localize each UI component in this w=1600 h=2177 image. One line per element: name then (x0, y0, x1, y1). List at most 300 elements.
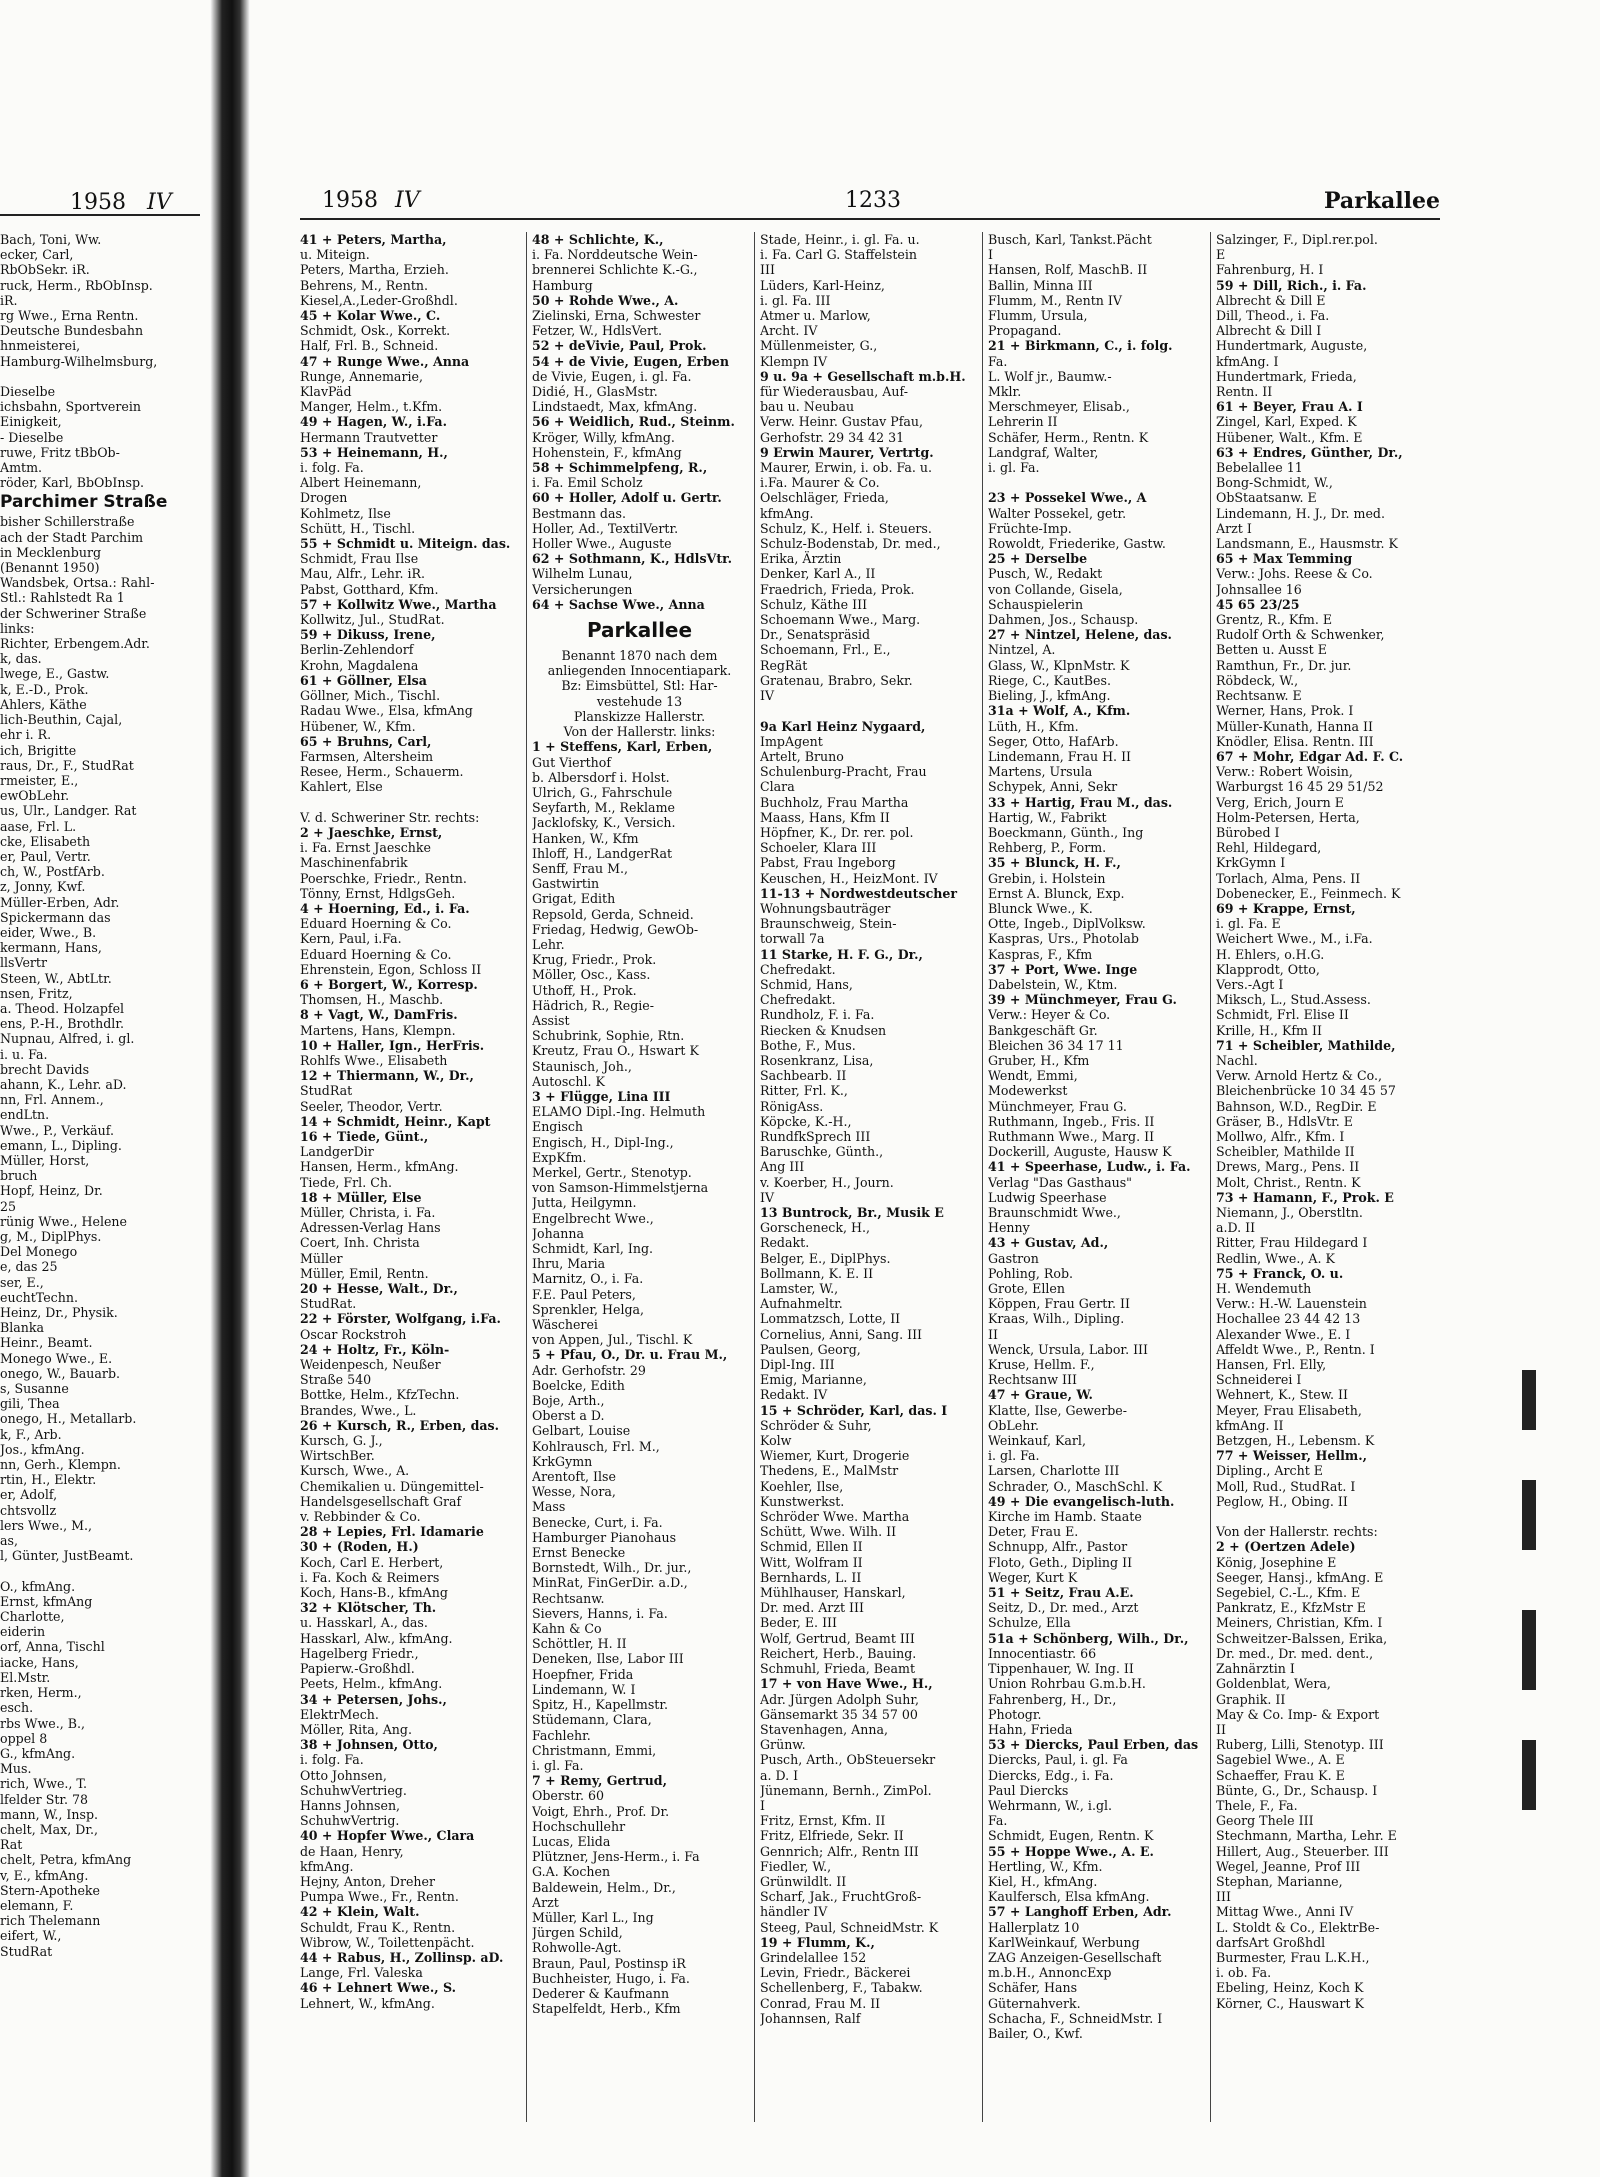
directory-line: Verw. Arnold Hertz & Co., (1216, 1068, 1382, 1084)
directory-line: Adr. Gerhofstr. 29 (532, 1362, 646, 1378)
directory-line: e, das 25 (0, 1259, 58, 1275)
directory-line: (Benannt 1950) (0, 560, 100, 576)
directory-line: a.D. II (1216, 1220, 1256, 1236)
directory-line: Klapprodt, Otto, (1216, 961, 1320, 977)
directory-line: chelt, Max, Dr., (0, 1821, 98, 1837)
directory-line: - Dieselbe (0, 429, 64, 445)
directory-line: 42 + Klein, Walt. (300, 1904, 420, 1920)
directory-line: 18 + Müller, Else (300, 1189, 422, 1205)
directory-line: Seeger, Hansj., kfmAng. E (1216, 1569, 1384, 1585)
directory-line: 51a + Schönberg, Wilh., Dr., (988, 1630, 1189, 1646)
directory-line: cke, Elisabeth (0, 833, 91, 849)
directory-line: Ruberg, Lilli, Stenotyp. III (1216, 1737, 1384, 1753)
directory-line: Charlotte, (0, 1609, 65, 1625)
directory-line: i. Fa. Ernst Jaeschke (300, 840, 432, 856)
directory-line: u. Hasskarl, A., das. (300, 1615, 428, 1631)
directory-line: III (760, 262, 775, 278)
directory-line: a. D. I (760, 1767, 799, 1783)
directory-line: Holler, Ad., TextilVertr. (532, 520, 679, 536)
directory-line: Einigkeit, (0, 414, 62, 430)
directory-line: Martens, Hans, Klempn. (300, 1022, 456, 1038)
directory-line: brecht Davids (0, 1061, 90, 1077)
directory-line: Engelbrecht Wwe., (532, 1210, 654, 1226)
column-divider (982, 232, 983, 2122)
directory-line: Goldenblat, Wera, (1216, 1676, 1331, 1692)
directory-line: Kaspras, F., Kfm (988, 946, 1093, 962)
directory-line: RundfkSprech III (760, 1128, 871, 1144)
directory-line: ser, E., (0, 1274, 44, 1290)
directory-line: Gastron (988, 1250, 1039, 1266)
directory-line: Schmuhl, Frieda, Beamt (760, 1661, 916, 1677)
directory-line: Pusch, W., Redakt (988, 566, 1103, 582)
directory-line: Spickermann das (0, 909, 111, 925)
directory-line: 7 + Remy, Gertrud, (532, 1773, 667, 1789)
directory-line: Bahnson, W.D., RegDir. E (1216, 1098, 1377, 1114)
directory-line (300, 795, 515, 810)
directory-line: Drogen (300, 490, 348, 506)
directory-line: Kohlrausch, Frl. M., (532, 1438, 660, 1454)
directory-line: ImpAgent (760, 733, 823, 749)
street-intro (532, 648, 747, 739)
directory-line: Heinr., Beamt. (0, 1335, 93, 1351)
directory-line: Schulenburg-Pracht, Frau (760, 764, 927, 780)
directory-line: Bz: Eimsbüttel, Stl: Har- (561, 678, 718, 694)
directory-line: Braunschmidt Wwe., (988, 1205, 1121, 1220)
directory-line: Stephan, Marianne, (1216, 1873, 1343, 1889)
directory-line: Cornelius, Anni, Sang. III (760, 1326, 923, 1342)
book-gutter (210, 0, 250, 2177)
directory-line: Kahlert, Else (300, 779, 383, 795)
directory-line: Ulrich, G., Fahrschule (532, 784, 673, 800)
directory-line: MinRat, FinGerDir. a.D., (532, 1575, 688, 1591)
directory-line: Grünw. (760, 1737, 806, 1753)
directory-line: Hübener, W., Kfm. (300, 718, 416, 734)
directory-line: Archt. IV (760, 323, 818, 339)
directory-line: Betten u. Ausst E (1216, 642, 1327, 658)
directory-line: Dockerill, Auguste, Hausw K (988, 1144, 1172, 1160)
directory-line: ELAMO Dipl.-Ing. Helmuth (532, 1104, 706, 1120)
directory-line: Schnupp, Alfr., Pastor (988, 1539, 1128, 1555)
directory-line: Knödler, Elisa. Rentn. III (1216, 733, 1374, 749)
directory-line: emann, L., Dipling. (0, 1137, 122, 1153)
directory-line: rbs Wwe., B., (0, 1715, 85, 1731)
directory-line: 5 + Pfau, O., Dr. u. Frau M., (532, 1347, 728, 1363)
directory-line: Koch, Carl E. Herbert, (300, 1554, 444, 1570)
directory-line: Reichert, Herb., Bauing. (760, 1645, 917, 1661)
left-page (0, 170, 200, 2160)
directory-line: Paul Diercks (988, 1782, 1069, 1798)
directory-line: Atmer u. Marlow, (760, 308, 871, 324)
directory-line: Bornstedt, Wilh., Dr. jur., (532, 1560, 692, 1576)
directory-line: Hansen, Rolf, MaschB. II (988, 262, 1148, 278)
directory-line: 64 + Sachse Wwe., Anna (532, 596, 705, 612)
directory-line: i. Fa. Koch & Reimers (300, 1569, 440, 1585)
directory-line: i. ob. Fa. (1216, 1965, 1272, 1981)
directory-line: Beder, E. III (760, 1615, 837, 1631)
directory-line: Redlin, Wwe., A. K (1216, 1250, 1335, 1266)
directory-line: Tiede, Frl. Ch. (300, 1174, 392, 1190)
directory-line: Fritz, Ernst, Kfm. II (760, 1813, 886, 1829)
directory-line: Jünemann, Bernh., ZimPol. (760, 1782, 932, 1798)
directory-line: 39 + Münchmeyer, Frau G. (988, 992, 1177, 1008)
directory-line: Johanna (532, 1225, 584, 1241)
directory-line (760, 703, 975, 718)
directory-line: 73 + Hamann, F., Prok. E (1216, 1189, 1394, 1205)
directory-line: nn, Gerh., Klempn. (0, 1457, 121, 1473)
directory-line: Amtm. (0, 460, 43, 476)
directory-line: Ernst Benecke (532, 1545, 626, 1561)
directory-line: Fahrenburg, H. I (1216, 262, 1324, 278)
directory-line: Maurer, Erwin, i. ob. Fa. u. (760, 460, 932, 476)
directory-line: KrkGymn I (1216, 855, 1286, 871)
directory-line: Schulz, K., Helf. i. Steuers. (760, 520, 932, 536)
directory-line: Tippenhauer, W. Ing. II (988, 1661, 1134, 1677)
directory-line: kfmAng. I (1216, 353, 1279, 369)
directory-line: Schypek, Anni, Sekr (988, 779, 1118, 795)
directory-line: Baldewein, Helm., Dr., (532, 1879, 676, 1895)
directory-line: Von der Hallerstr. rechts: (1216, 1524, 1378, 1540)
directory-line: Keuschen, H., HeizMont. IV (760, 870, 938, 886)
directory-line: Bleichen 36 34 17 11 (988, 1037, 1124, 1053)
directory-line: Rohwolle-Agt. (532, 1940, 622, 1956)
directory-line: lich-Beuthin, Cajal, (0, 712, 123, 728)
directory-line: i. u. Fa. (0, 1046, 48, 1062)
directory-line: 10 + Haller, Ign., HerFris. (300, 1037, 485, 1053)
directory-line: Hahn, Frieda (988, 1721, 1073, 1737)
directory-line: Schulze, Ella (988, 1615, 1071, 1631)
left-page-year: 1958 (70, 190, 126, 215)
directory-line: esch. (0, 1700, 34, 1716)
directory-line: Artelt, Bruno (760, 748, 844, 764)
directory-line: SchuhwVertrig. (300, 1813, 400, 1829)
directory-line: 27 + Nintzel, Helene, das. (988, 627, 1172, 643)
directory-line: Fiedler, W., (760, 1858, 832, 1874)
directory-line: Adr. Jürgen Adolph Suhr, (760, 1691, 920, 1707)
directory-line: V. d. Schweriner Str. rechts: (300, 809, 480, 825)
directory-line: Rentn. II (1216, 384, 1273, 400)
directory-line: Thele, F., Fa. (1216, 1797, 1298, 1813)
directory-line: Monego Wwe., E. (0, 1350, 113, 1366)
directory-line: IV (760, 1189, 775, 1205)
directory-line: Planskizze Hallerstr. (573, 708, 706, 724)
directory-line: 51 + Seitz, Frau A.E. (988, 1585, 1134, 1601)
directory-line: 71 + Scheibler, Mathilde, (1216, 1037, 1396, 1053)
column-2-top (532, 232, 747, 612)
directory-line: Hochschullehr (532, 1818, 626, 1834)
directory-line: Ruthmann Wwe., Marg. II (988, 1128, 1155, 1144)
directory-line: ZAG Anzeigen-Gesellschaft (988, 1949, 1162, 1965)
directory-line: rich, Wwe., T. (0, 1776, 87, 1792)
directory-line: May & Co. Imp- & Export (1216, 1706, 1380, 1722)
directory-line: ewObLehr. (0, 788, 70, 804)
directory-line: Lüders, Karl-Heinz, (760, 277, 885, 293)
directory-line: Müller-Kunath, Hanna II (1216, 718, 1374, 734)
directory-line: 9a Karl Heinz Nygaard, (760, 718, 926, 734)
directory-line: Maass, Hans, Kfm II (760, 809, 890, 825)
directory-line: Chefredakt. (760, 992, 836, 1008)
volume-text: IV (395, 188, 420, 213)
directory-line: Schweitzer-Balssen, Erika, (1216, 1630, 1388, 1646)
directory-line: Früchte-Imp. (988, 520, 1072, 536)
directory-line: 65 + Max Temming (1216, 551, 1353, 567)
directory-line: kfmAng. II (1216, 1417, 1284, 1433)
directory-line: L. Wolf jr., Baumw.- (988, 368, 1112, 384)
directory-line: ruwe, Fritz tBbOb- (0, 444, 120, 460)
directory-line: Vers.-Agt I (1216, 976, 1284, 992)
directory-line: Lüth, H., Kfm. (988, 718, 1079, 734)
directory-line: 20 + Hesse, Walt., Dr., (300, 1281, 458, 1297)
directory-line: Pankratz, E., KfzMstr E (1216, 1600, 1366, 1616)
directory-line: rünig Wwe., Helene (0, 1213, 128, 1229)
directory-line: Krille, H., Kfm II (1216, 1022, 1322, 1038)
directory-line: Verw.: Heyer & Co. (988, 1007, 1111, 1023)
directory-line: Jacklofsky, K., Versich. (532, 815, 676, 831)
directory-line: Stl.: Rahlstedt Ra 1 (0, 590, 125, 606)
directory-line: I (760, 1797, 765, 1813)
directory-line: Radau Wwe., Elsa, kfmAng (300, 703, 473, 719)
directory-line: Bestmann das. (532, 505, 626, 521)
directory-line: Kunstwerkst. (760, 1493, 845, 1509)
directory-line: Rowoldt, Friederike, Gastw. (988, 536, 1166, 552)
directory-line: Bottke, Helm., KfzTechn. (300, 1387, 460, 1403)
directory-line: Benannt 1870 nach dem (561, 648, 718, 664)
directory-line: nsen, Fritz, (0, 985, 73, 1001)
directory-line: Grentz, R., Kfm. E (1216, 612, 1333, 628)
directory-line: k, F., Arb. (0, 1426, 62, 1442)
directory-line: Ludwig Speerhase (988, 1189, 1107, 1205)
directory-line: Gennrich; Alfr., Rentn III (760, 1843, 919, 1859)
directory-line: ach der Stadt Parchim (0, 529, 144, 545)
directory-line: Baruschke, Günth., (760, 1144, 884, 1160)
directory-line: i. gl. Fa. III (760, 292, 831, 308)
directory-line: orf, Anna, Tischl (0, 1639, 105, 1655)
directory-line: 53 + Heinemann, H., (300, 444, 448, 460)
directory-line: Werner, Hans, Prok. I (1216, 703, 1354, 719)
directory-line: Papierw.-Großhdl. (300, 1661, 415, 1677)
directory-line: L. Stoldt & Co., ElektrBe- (1216, 1919, 1380, 1935)
directory-line: Fritz, Elfriede, Sekr. II (760, 1828, 904, 1844)
directory-line: Hohenstein, F., kfmAng (532, 444, 682, 460)
directory-line: Hundertmark, Auguste, (1216, 338, 1368, 354)
directory-line: der Schweriner Straße (0, 605, 147, 621)
directory-line: KlavPäd (300, 384, 352, 400)
directory-line: 41 + Peters, Martha, (300, 232, 447, 247)
directory-line: Behrens, M., Rentn. (300, 277, 428, 293)
directory-line: Hamburger Pianohaus (532, 1529, 677, 1545)
directory-line: Merkel, Gertr., Stenotyp. (532, 1164, 692, 1180)
directory-line: Albrecht & Dill I (1216, 323, 1322, 339)
directory-line: s, Susanne (0, 1381, 69, 1397)
directory-line: Mühlhauser, Hanskarl, (760, 1585, 906, 1601)
directory-line: Handelsgesellschaft Graf (300, 1493, 462, 1509)
directory-line: Grebin, i. Holstein (988, 870, 1106, 886)
directory-line: Stern-Apotheke (0, 1882, 100, 1898)
directory-line: nn, Frl. Annem., (0, 1092, 104, 1108)
directory-line: Von der Hallerstr. links: (563, 724, 716, 740)
directory-line: Höpfner, K., Dr. rer. pol. (760, 824, 914, 840)
directory-line: Verw. Heinr. Gustav Pfau, (760, 414, 923, 430)
directory-line: Bollmann, K. E. II (760, 1265, 874, 1281)
directory-line: k, E.-D., Prok. (0, 681, 89, 697)
directory-line: ichsbahn, Sportverein (0, 399, 141, 415)
directory-line: Conrad, Frau M. II (760, 1995, 881, 2011)
directory-line: Dabelstein, W., Ktm. (988, 976, 1118, 992)
year-text: 1958 (322, 188, 378, 213)
directory-line: 56 + Weidlich, Rud., Steinm. (532, 414, 735, 430)
directory-line: Torlach, Alma, Pens. II (1216, 870, 1361, 886)
directory-line: rtin, H., Elektr. (0, 1472, 97, 1488)
directory-line: Fahrenberg, H., Dr., (988, 1691, 1117, 1707)
directory-line: Verw.: Johs. Reese & Co. (1216, 566, 1373, 582)
street-title: Parkallee (1323, 188, 1440, 214)
directory-line: Nachl. (1216, 1052, 1258, 1068)
directory-line: 57 + Langhoff Erben, Adr. (988, 1904, 1172, 1920)
directory-line: u. Miteign. (300, 247, 370, 263)
directory-line: Mus. (0, 1761, 32, 1777)
directory-line: Bong-Schmidt, W., (1216, 475, 1333, 491)
directory-line: 52 + deVivie, Paul, Prok. (532, 338, 707, 354)
directory-line: Schöttler, H. II (532, 1636, 627, 1652)
directory-line: Albrecht & Dill E (1216, 292, 1326, 308)
directory-line: Redakt. IV (760, 1387, 828, 1403)
directory-line: iacke, Hans, (0, 1654, 79, 1670)
directory-line: 77 + Weisser, Hellm., (1216, 1448, 1368, 1464)
directory-line: Dobenecker, E., Feinmech. K (1216, 885, 1401, 901)
directory-line: Schrader, O., MaschSchl. K (988, 1478, 1163, 1494)
left-lines-bottom (0, 514, 200, 1958)
directory-line: Lindemann, H. J., Dr. med. (1216, 505, 1385, 521)
directory-line: Larsen, Charlotte III (988, 1463, 1120, 1479)
directory-line: Jürgen Schild, (532, 1925, 623, 1941)
directory-line: Mau, Alfr., Lehr. iR. (300, 566, 426, 582)
directory-line: Kreutz, Frau O., Hswart K (532, 1043, 699, 1059)
directory-line: F.E. Paul Peters, (532, 1286, 636, 1302)
directory-line: Eduard Hoerning & Co. (300, 946, 452, 962)
directory-line: Verlag "Das Gasthaus" (988, 1174, 1132, 1190)
directory-line: Müller-Erben, Adr. (0, 894, 120, 910)
directory-line: 25 + Derselbe (988, 551, 1088, 567)
directory-line: Bernhards, L. II (760, 1569, 862, 1585)
directory-line: rmeister, E., (0, 772, 79, 788)
directory-line: Gorscheneck, H., (760, 1220, 870, 1236)
directory-line: 61 + Beyer, Frau A. I (1216, 399, 1363, 415)
directory-line: RegRät (760, 657, 808, 673)
directory-line: Salzinger, F., Dipl.rer.pol. (1216, 232, 1378, 247)
directory-line: Modewerkst (988, 1083, 1068, 1099)
directory-line: 16 + Tiede, Günt., (300, 1128, 429, 1144)
directory-line: Dill, Theod., i. Fa. (1216, 308, 1330, 324)
directory-line: Wiemer, Kurt, Drogerie (760, 1448, 910, 1464)
directory-line: 48 + Schlichte, K., (532, 232, 664, 247)
directory-line: 44 + Rabus, H., Zollinsp. aD. (300, 1949, 504, 1965)
directory-line: er, Adolf, (0, 1487, 58, 1503)
directory-line: Pumpa Wwe., Fr., Rentn. (300, 1889, 459, 1905)
directory-line: 63 + Endres, Günther, Dr., (1216, 444, 1403, 460)
directory-line: Hundertmark, Frieda, (1216, 368, 1357, 384)
directory-line: 47 + Graue, W. (988, 1387, 1093, 1403)
directory-line: Körner, C., Hauswart K (1216, 1995, 1364, 2011)
directory-line: Thedens, E., MalMstr (760, 1463, 899, 1479)
directory-line: euchtTechn. (0, 1289, 78, 1305)
directory-line: Plützner, Jens-Herm., i. Fa (532, 1849, 700, 1865)
directory-line: Sachbearb. II (760, 1068, 847, 1084)
directory-line: 4 + Hoerning, Ed., i. Fa. (300, 900, 470, 916)
directory-line: Landgraf, Walter, (988, 444, 1099, 460)
directory-line: Brandes, Wwe., L. (300, 1402, 417, 1418)
directory-line: Deneken, Ilse, Labor III (532, 1651, 684, 1667)
directory-line: Chemikalien u. Düngemittel- (300, 1478, 484, 1494)
directory-line: Hasskarl, Alw., kfmAng. (300, 1630, 453, 1646)
directory-line: bruch (0, 1168, 38, 1184)
directory-line: 49 + Die evangelisch-luth. (988, 1493, 1175, 1509)
directory-line: Boeckmann, Günth., Ing (988, 824, 1144, 840)
directory-line: b. Albersdorf i. Holst. (532, 769, 670, 785)
directory-line: Hanns Johnsen, (300, 1797, 401, 1813)
directory-line: Nintzel, A. (988, 642, 1056, 658)
directory-line: Scheibler, Mathilde II (1216, 1144, 1355, 1160)
directory-line: Röbdeck, W., (1216, 672, 1299, 688)
directory-line: kfmAng. (760, 505, 814, 521)
directory-line: Diercks, Paul, i. gl. Fa (988, 1752, 1128, 1768)
column-2 (532, 232, 747, 2132)
directory-line: Dieselbe (0, 384, 56, 400)
directory-line: 37 + Port, Wwe. Inge (988, 961, 1138, 977)
column-divider (526, 232, 527, 2122)
directory-line: onego, H., Metallarb. (0, 1411, 137, 1427)
directory-line: Albert Heinemann, (300, 475, 422, 491)
directory-line: Arentoft, Ilse (532, 1469, 616, 1485)
directory-line: gili, Thea (0, 1396, 60, 1412)
directory-line: rg Wwe., Erna Rentn. (0, 308, 139, 324)
directory-line: 57 + Kollwitz Wwe., Martha (300, 596, 497, 612)
directory-line: 53 + Diercks, Paul Erben, das (988, 1737, 1199, 1753)
directory-line: Schmid, Hans, (760, 976, 853, 992)
directory-line: Bebelallee 11 (1216, 460, 1303, 476)
directory-line: WirtschBer. (300, 1448, 375, 1464)
directory-line: Erika, Ärztin (760, 551, 842, 567)
directory-line: a. Theod. Holzapfel (0, 1000, 125, 1016)
directory-line: Sievers, Hanns, i. Fa. (532, 1605, 668, 1621)
directory-line: eifert, W., (0, 1928, 62, 1944)
directory-line: Bleichenbrücke 10 34 45 57 (1216, 1083, 1396, 1099)
directory-line: ich, Brigitte (0, 742, 77, 758)
directory-line: Kiel, H., kfmAng. (988, 1873, 1098, 1889)
directory-line: 3 + Flügge, Lina III (532, 1088, 671, 1104)
directory-line: Grindelallee 152 (760, 1949, 867, 1965)
directory-line: Jos., kfmAng. (0, 1441, 85, 1457)
directory-line: Schellenberg, F., Tabakw. (760, 1980, 923, 1996)
directory-line: händler IV (760, 1904, 828, 1920)
directory-line: Wäscherei (532, 1317, 598, 1333)
directory-line: Rechtsanw. E (1216, 688, 1302, 704)
directory-line: Möller, Osc., Kass. (532, 967, 651, 983)
directory-line: Dahmen, Jos., Schausp. (988, 612, 1139, 628)
directory-line: ruck, Herm., RbObInsp. (0, 277, 153, 293)
directory-line: Aufnahmeltr. (760, 1296, 843, 1312)
directory-line: Güternahverk. (988, 1995, 1081, 2011)
directory-line: 2 + Jaeschke, Ernst, (300, 824, 443, 840)
directory-line: Hermann Trautvetter (300, 429, 438, 445)
directory-line: röder, Karl, BbObInsp. (0, 475, 145, 491)
directory-line: Benecke, Curt, i. Fa. (532, 1514, 663, 1530)
directory-line: Ernst, kfmAng (0, 1593, 93, 1609)
directory-line: Lehnert, W., kfmAng. (300, 1995, 435, 2011)
directory-line: Ritter, Frl. K., (760, 1083, 848, 1099)
directory-line: Schoemann Wwe., Marg. (760, 612, 921, 628)
directory-line: Klempn IV (760, 353, 828, 369)
directory-line: 43 + Gustav, Ad., (988, 1235, 1109, 1251)
directory-line: 65 + Bruhns, Carl, (300, 733, 432, 749)
